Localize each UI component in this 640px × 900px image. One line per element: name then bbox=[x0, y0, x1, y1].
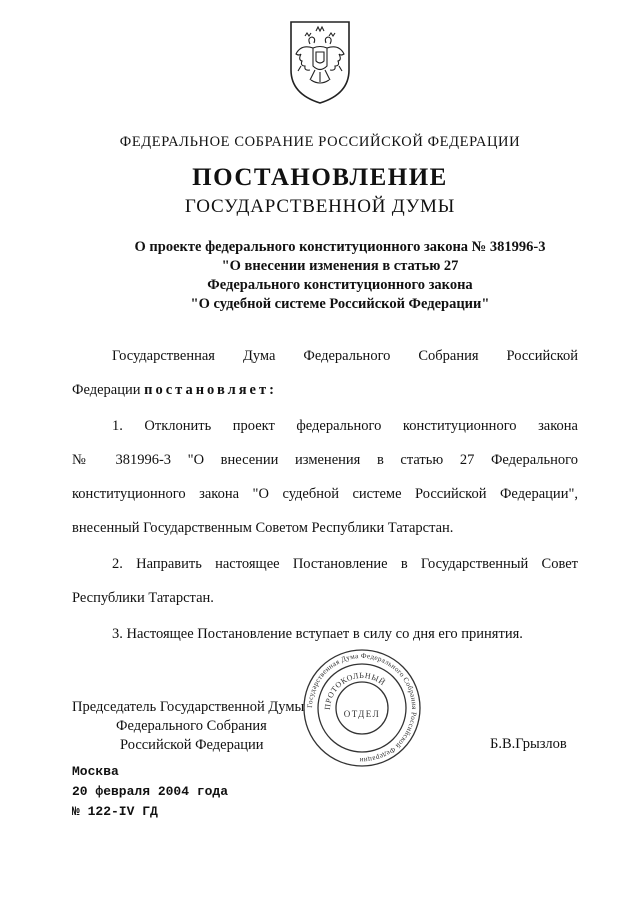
subject-line: О проекте федерального конституционного закона № 381996-3 bbox=[134, 239, 546, 255]
signatory-title-line: Российской Федерации bbox=[120, 737, 264, 753]
subject-line: "О внесении изменения в статью 27 bbox=[221, 258, 459, 274]
decision-word: постановляет: bbox=[144, 382, 277, 398]
coat-of-arms-emblem bbox=[287, 18, 353, 106]
document-number: № 122-IV ГД bbox=[72, 804, 158, 819]
preamble-start: Федерации bbox=[72, 382, 145, 398]
item-1-line: конституционного закона "О судебной системе Российской Федерации", bbox=[72, 486, 578, 502]
preamble-paragraph bbox=[72, 346, 578, 414]
subject-line: Федерального конституционного закона bbox=[207, 277, 473, 293]
item-1-line: 1. Отклонить проект федерального конституционного закона bbox=[112, 418, 578, 434]
signatory-title bbox=[72, 698, 304, 755]
signatory-name: Б.В.Грызлов bbox=[490, 736, 567, 752]
date: 20 февраля 2004 года bbox=[72, 784, 229, 799]
svg-text:ОТДЕЛ: ОТДЕЛ bbox=[343, 709, 381, 719]
preamble-line bbox=[72, 380, 578, 414]
signatory-title-line: Федерального Собрания bbox=[116, 718, 267, 734]
document-footer bbox=[72, 762, 228, 822]
place: Москва bbox=[72, 764, 119, 779]
preamble-line: Государственная Дума Федерального Собрания Российской bbox=[112, 348, 578, 364]
item-2-paragraph bbox=[72, 554, 578, 622]
protocol-department-stamp bbox=[300, 646, 424, 770]
item-2-line: Республики Татарстан. bbox=[72, 590, 214, 606]
item-1-paragraph bbox=[72, 416, 578, 552]
item-3-line: 3. Настоящее Постановление вступает в силу со дня его принятия. bbox=[112, 626, 523, 642]
svg-text:ПРОТОКОЛЬНЫЙ: ПРОТОКОЛЬНЫЙ bbox=[322, 670, 388, 711]
document-subject bbox=[70, 238, 610, 314]
document-type-title: ПОСТАНОВЛЕНИЕ bbox=[192, 164, 448, 191]
signatory-title-line: Председатель Государственной Думы bbox=[72, 699, 305, 715]
organization-heading: ФЕДЕРАЛЬНОЕ СОБРАНИЕ РОССИЙСКОЙ ФЕДЕРАЦИИ bbox=[119, 134, 521, 150]
item-1-line: внесенный Государственным Советом Республики Татарстан. bbox=[72, 520, 454, 536]
item-2-line: 2. Направить настоящее Постановление в Государственный Совет bbox=[112, 556, 578, 572]
svg-text:Государственная Дума Федеральн: Государственная Дума Федерального Собрания Российской Федерации bbox=[305, 651, 419, 765]
subject-line: "О судебной системе Российской Федерации" bbox=[190, 296, 490, 312]
item-1-line: № 381996-3 "О внесении изменения в статью 27 Федерального bbox=[72, 452, 578, 468]
document-issuer: ГОСУДАРСТВЕННОЙ ДУМЫ bbox=[184, 196, 456, 217]
